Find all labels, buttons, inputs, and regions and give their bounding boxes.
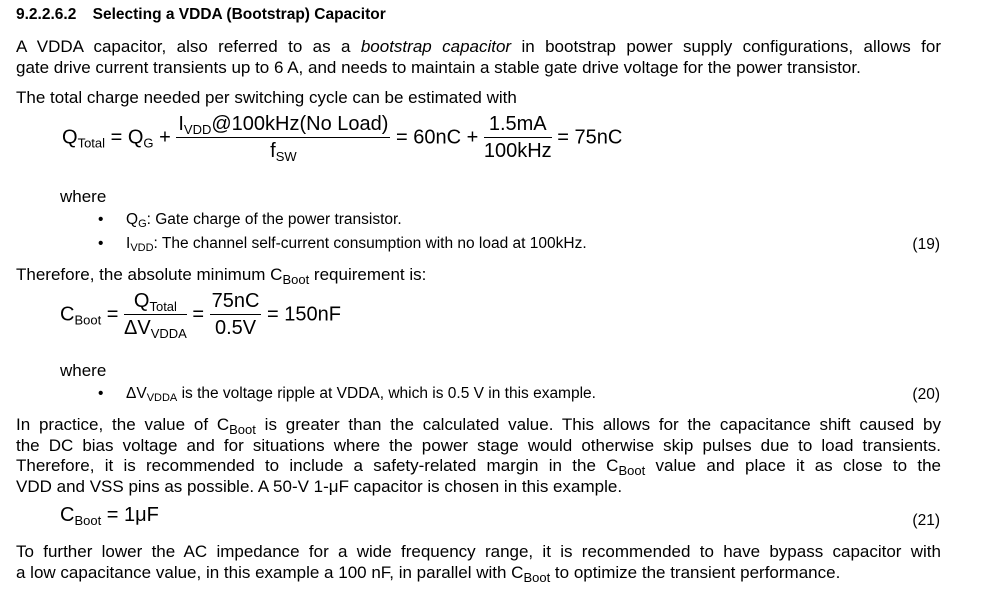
eq-subscript: Total	[77, 135, 106, 151]
text: Therefore, the absolute minimum C	[16, 265, 283, 284]
text: in bootstrap power supply configurations, allows for	[511, 37, 941, 56]
subscript: VDDA	[146, 392, 178, 404]
eq-subscript: Boot	[74, 312, 102, 328]
text: value and place it as close to the	[645, 456, 941, 475]
eq-numerator: 1.5mA	[484, 113, 552, 138]
subscript: G	[138, 218, 147, 230]
text: : The channel self-current consumption with no load at 100kHz.	[153, 235, 587, 252]
text: : Gate charge of the power transistor.	[146, 211, 402, 228]
equation-number: (19)	[912, 236, 940, 253]
where-label: where	[60, 361, 107, 380]
eq-symbol: f	[270, 140, 276, 162]
bullet-icon: •	[98, 385, 104, 402]
eq-result: = 75nC	[557, 126, 623, 149]
text: Therefore, it is recommended to include a safety-related margin in the C	[16, 456, 619, 475]
eq-subscript: VDD	[183, 122, 212, 137]
eq-denominator: 0.5V	[214, 317, 257, 339]
subscript: Boot	[618, 463, 646, 478]
eq-subscript: G	[143, 135, 154, 151]
text: A VDDA capacitor, also referred to as a	[16, 37, 361, 56]
eq-fraction	[124, 290, 187, 340]
text: is greater than the calculated value. This allows for the capacitance shift caused by	[255, 415, 941, 434]
text: gate drive current transients up to 6 A, and needs to maintain a stable gate drive voltage for the power transistor.	[16, 57, 861, 77]
eq-subscript: Boot	[74, 513, 102, 528]
text: a low capacitance value, in this example a 100 nF, in parallel with C	[16, 562, 524, 582]
eq-subscript: Total	[149, 299, 177, 314]
subscript: Boot	[282, 272, 310, 287]
text: the DC bias voltage and for situations where the power stage would otherwise skip pulses due to load transients.	[16, 435, 941, 455]
eq-symbol: C	[60, 504, 75, 526]
paragraph-cboot-min	[16, 265, 941, 286]
equation-number: (20)	[912, 386, 940, 403]
text: VDD and VSS pins as possible. A 50-V 1-μF capacitor is chosen in this example.	[16, 476, 623, 496]
text: I	[126, 235, 131, 252]
section-heading	[16, 6, 386, 24]
paragraph-bypass	[16, 542, 941, 583]
subscript: Boot	[523, 569, 551, 585]
equation-cboot	[60, 290, 341, 340]
eq-fraction	[176, 113, 390, 163]
text: In practice, the value of C	[16, 415, 230, 434]
eq-denominator: 100kHz	[483, 140, 552, 162]
text: To further lower the AC impedance for a wide frequency range, it is recommended to have bypass capacitor with	[16, 542, 941, 561]
text: Q	[126, 211, 139, 228]
bullet-icon: •	[98, 235, 104, 252]
eq-symbol: I	[178, 113, 184, 135]
paragraph-charge-intro: The total charge needed per switching cycle can be estimated with	[16, 88, 517, 107]
text: is the voltage ripple at VDDA, which is 0.5 V in this example.	[177, 385, 596, 402]
equation-qtotal	[62, 113, 622, 163]
eq-symbol: C	[60, 303, 75, 326]
text: ΔV	[126, 385, 147, 402]
subscript: Boot	[229, 422, 256, 437]
eq-numerator: 75nC	[210, 290, 262, 315]
paragraph-intro	[16, 37, 941, 78]
eq-result: = 150nF	[267, 303, 341, 326]
section-number: 9.2.2.6.2	[16, 6, 77, 23]
where-label: where	[60, 187, 107, 206]
paragraph-practice	[16, 415, 941, 497]
eq-operator: =	[110, 126, 123, 149]
eq-symbol: Q	[127, 126, 144, 149]
eq-operator: =	[192, 303, 205, 326]
eq-subscript: VDDA	[150, 326, 187, 341]
eq-symbol: ΔV	[124, 317, 151, 339]
eq-subscript: SW	[275, 149, 297, 164]
eq-symbol: Q	[62, 126, 78, 149]
equation-number: (21)	[912, 512, 940, 529]
eq-fraction	[484, 113, 552, 163]
eq-result: = 1μF	[101, 504, 159, 526]
eq-symbol: Q	[133, 290, 150, 312]
eq-fraction	[210, 290, 262, 340]
section-title: Selecting a VDDA (Bootstrap) Capacitor	[92, 6, 386, 23]
emphasis-text: bootstrap capacitor	[360, 37, 512, 56]
eq-operator: =	[106, 303, 119, 326]
text: requirement is:	[309, 265, 427, 284]
text: to optimize the transient performance.	[550, 562, 841, 582]
eq-text: @100kHz(No Load)	[211, 113, 389, 135]
bullet-icon: •	[98, 211, 104, 228]
eq-operator: +	[159, 126, 171, 149]
eq-text: = 60nC +	[395, 126, 479, 149]
subscript: VDD	[130, 242, 154, 254]
equation-cboot-value	[60, 504, 159, 527]
